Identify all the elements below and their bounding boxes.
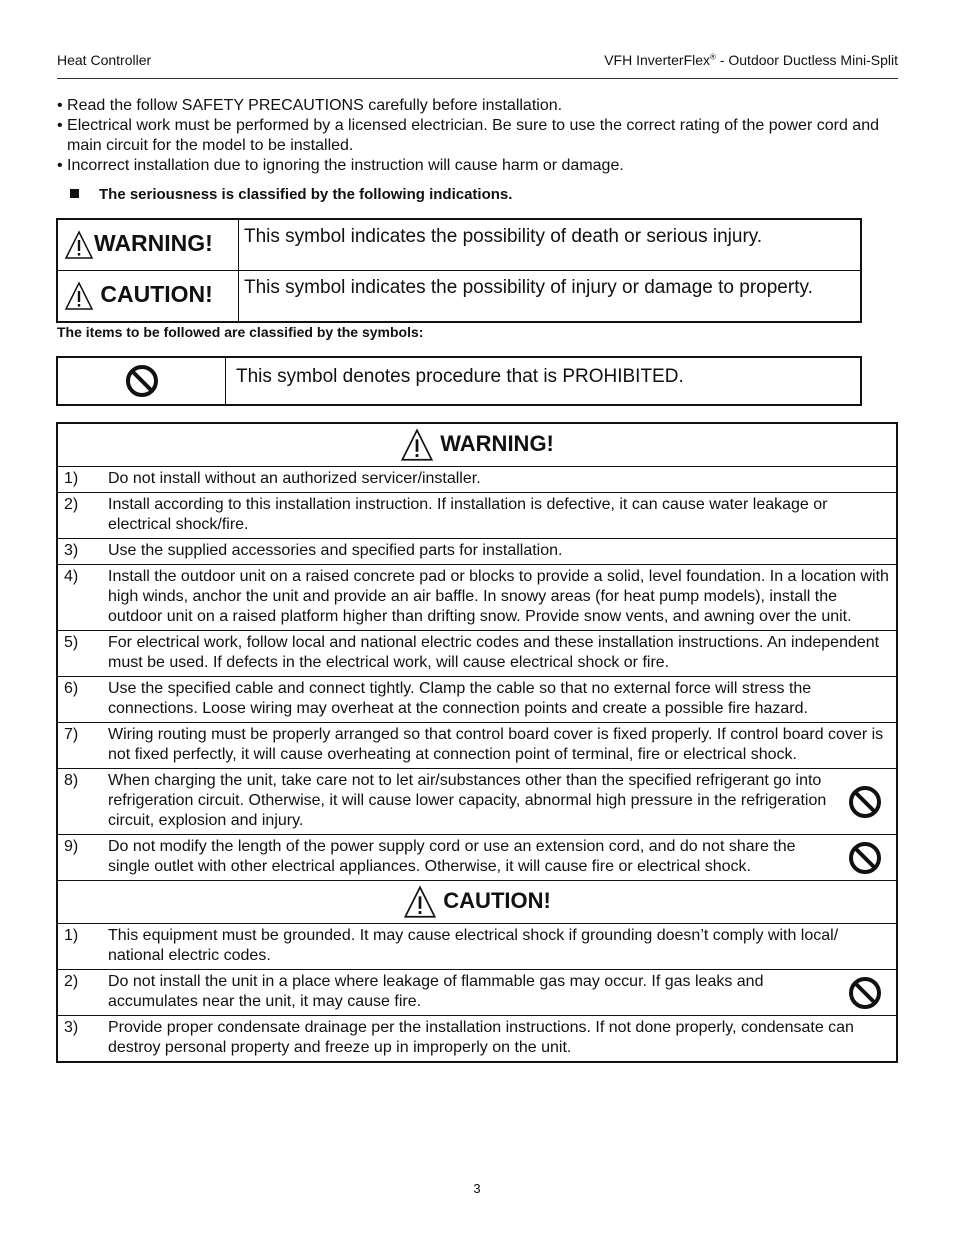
page-header (57, 52, 898, 79)
warning-item (57, 835, 897, 881)
item-text: Do not install the unit in a place where leakage of flammable gas may occur. If gas leaks and accumulates near the unit, it may cause fire. (108, 973, 764, 1010)
item-text: Use the specified cable and connect tightly. Clamp the cable so that no external force will stress the connections. Loose wiring may overheat at the connection points and create a possible fire hazard. (108, 677, 897, 723)
item-number: 3) (57, 1016, 108, 1063)
warning-item (57, 565, 897, 631)
item-number: 2) (57, 493, 108, 539)
severity-heading: The seriousness is classified by the following indications. (70, 186, 512, 203)
item-number: 4) (57, 565, 108, 631)
prohibited-icon (125, 364, 159, 398)
warning-item (57, 677, 897, 723)
warning-triangle-icon (400, 428, 434, 462)
item-number: 6) (57, 677, 108, 723)
square-bullet-icon (70, 189, 79, 198)
warning-item (57, 467, 897, 493)
caution-item (57, 1016, 897, 1063)
page-number: 3 (473, 1181, 481, 1196)
warning-item (57, 723, 897, 769)
item-text: Wiring routing must be properly arranged so that control board cover is fixed properly. If control board cover is not fixed perfectly, it will cause overheating at connection point of terminal, fire or electrical shock. (108, 723, 897, 769)
item-number: 5) (57, 631, 108, 677)
safety-bullets (57, 96, 887, 176)
item-number: 9) (57, 835, 108, 881)
item-number: 1) (57, 467, 108, 493)
item-text: Install the outdoor unit on a raised concrete pad or blocks to provide a solid, level foundation. In a location with high winds, anchor the unit and provide an air baffle. In snowy areas (for heat pump models), install the outdoor unit on a raised platform higher than drifting snow. Provide snow vents, and awning over the unit. (108, 565, 897, 631)
item-number: 3) (57, 539, 108, 565)
caution-section-title: CAUTION! (57, 881, 897, 924)
item-text: This equipment must be grounded. It may cause electrical shock if grounding doesn’t comply with local/ national electric codes. (108, 924, 897, 970)
document-title: VFH InverterFlex® - Outdoor Ductless Mini-Split (604, 52, 898, 68)
bullet-1: • Read the follow SAFETY PRECAUTIONS carefully before installation. (57, 97, 563, 114)
prohibited-icon (848, 976, 882, 1010)
item-number: 1) (57, 924, 108, 970)
warning-triangle-icon (403, 885, 437, 919)
item-number: 2) (57, 970, 108, 1016)
item-text: For electrical work, follow local and national electric codes and these installation instructions. An independent must be used. If defects in the electrical work, will cause electrical shock or fire. (108, 631, 897, 677)
item-number: 8) (57, 769, 108, 835)
item-text: Do not modify the length of the power supply cord or use an extension cord, and do not share the single outlet with other electrical appliances. Otherwise, it will cause fire or electrical shock. (108, 838, 796, 875)
caution-item (57, 924, 897, 970)
bullet-2: • Electrical work must be performed by a licensed electrician. Be sure to use the correct rating of the power cord and main circuit for the model to be installed. (57, 117, 879, 154)
warning-item (57, 631, 897, 677)
symbols-table (56, 356, 862, 406)
prohibited-description: This symbol denotes procedure that is PROHIBITED. (226, 357, 862, 405)
item-text-cell (108, 769, 897, 835)
item-text-cell (108, 835, 897, 881)
caution-item (57, 970, 897, 1016)
warning-item (57, 539, 897, 565)
item-text: Do not install without an authorized servicer/installer. (108, 467, 897, 493)
warning-caution-table (56, 422, 898, 1063)
item-text-cell (108, 970, 897, 1016)
warning-triangle-icon (64, 230, 94, 260)
prohibited-icon (848, 841, 882, 875)
warning-triangle-icon (64, 281, 94, 311)
warning-item (57, 493, 897, 539)
item-text: Install according to this installation instruction. If installation is defective, it can cause water leakage or electrical shock/fire. (108, 493, 897, 539)
prohibited-symbol-cell (57, 357, 226, 405)
warning-item (57, 769, 897, 835)
indications-table (56, 218, 862, 323)
brand-name: Heat Controller (57, 52, 152, 68)
item-text: Provide proper condensate drainage per the installation instructions. If not done properly, condensate can destroy personal property and freeze up in improperly on the unit. (108, 1016, 897, 1063)
warning-section-title: WARNING! (57, 423, 897, 467)
items-heading: The items to be followed are classified by the symbols: (57, 324, 424, 340)
warning-label-cell: WARNING! (57, 219, 239, 271)
bullet-3: • Incorrect installation due to ignoring the instruction will cause harm or damage. (57, 157, 624, 174)
item-text: When charging the unit, take care not to let air/substances other than the specified refrigerant go into refrigeration circuit. Otherwise, it will cause lower capacity, abnormal high pressure in the refrigeration circuit, explosion and injury. (108, 772, 827, 829)
prohibited-icon (848, 785, 882, 819)
item-text: Use the supplied accessories and specified parts for installation. (108, 539, 897, 565)
caution-label-cell: CAUTION! (57, 271, 239, 323)
warning-description: This symbol indicates the possibility of death or serious injury. (239, 219, 862, 271)
item-number: 7) (57, 723, 108, 769)
caution-description: This symbol indicates the possibility of injury or damage to property. (239, 271, 862, 323)
